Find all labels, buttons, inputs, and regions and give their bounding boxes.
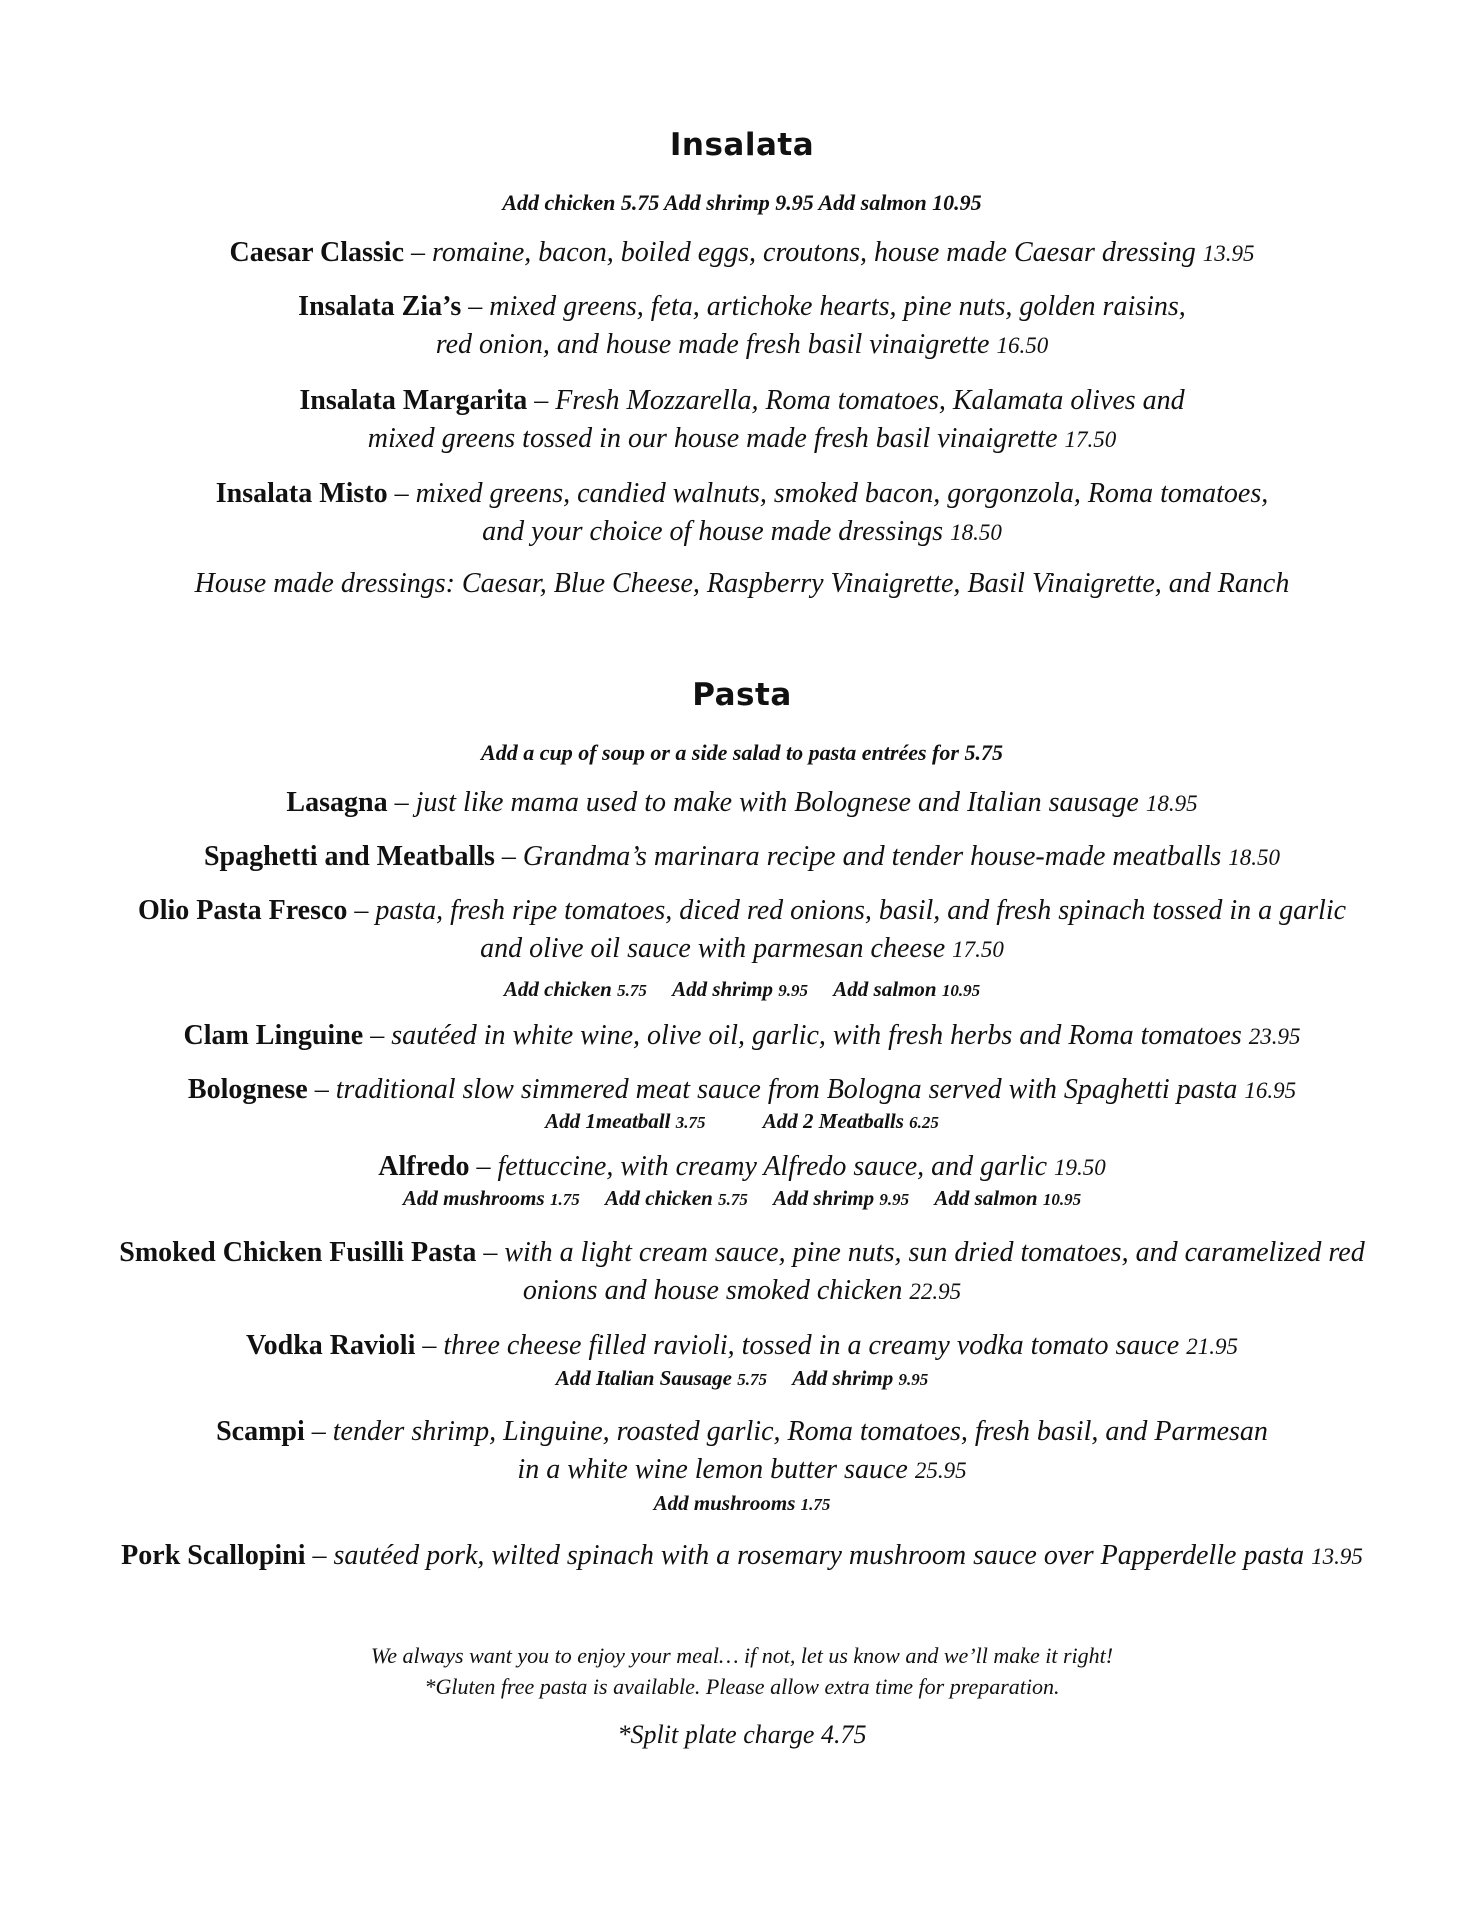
- item-description-cont: and your choice of house made dressings: [482, 516, 944, 547]
- menu-item: [60, 838, 1424, 877]
- item-description: sautéed pork, wilted spinach with a rosemary mushroom sauce over Papperdelle pasta: [333, 1540, 1305, 1571]
- menu-item: [60, 1537, 1424, 1576]
- menu-item: [60, 1234, 1424, 1311]
- item-separator: –: [347, 895, 376, 926]
- menu-item: [60, 475, 1424, 552]
- addon-option: [504, 977, 647, 1001]
- item-addons: [0, 1109, 1484, 1134]
- footer-gluten-free: *Gluten free pasta is available. Please allow extra time for preparation.: [424, 1674, 1060, 1699]
- item-name: Alfredo: [378, 1151, 470, 1182]
- item-name: Lasagna: [286, 787, 388, 818]
- menu-item: [60, 1413, 1424, 1490]
- item-separator: –: [461, 291, 490, 322]
- addon-option: [763, 1109, 939, 1133]
- addon-label: Add mushrooms: [653, 1491, 796, 1515]
- item-name: Spaghetti and Meatballs: [203, 841, 495, 872]
- addon-label: Add shrimp: [792, 1366, 894, 1390]
- addon-label: Add 2 Meatballs: [762, 1109, 904, 1133]
- item-price: 19.50: [1054, 1155, 1106, 1180]
- addon-option: [545, 1109, 705, 1133]
- item-description: Grandma’s marinara recipe and tender house-made meatballs: [522, 841, 1222, 872]
- addon-price: 10.95: [941, 981, 981, 1000]
- addon-label: Add chicken: [604, 1186, 713, 1210]
- item-price: 16.50: [996, 333, 1049, 358]
- footer-split-charge: *Split plate charge 4.75: [617, 1720, 867, 1749]
- item-price: 18.50: [950, 520, 1002, 545]
- item-description: three cheese filled ravioli, tossed in a creamy vodka tomato sauce: [443, 1330, 1180, 1361]
- item-separator: –: [304, 1416, 333, 1447]
- item-addons: [0, 1491, 1484, 1516]
- item-name: Insalata Misto: [215, 478, 388, 509]
- item-price: 13.95: [1311, 1544, 1363, 1569]
- item-separator: –: [387, 478, 416, 509]
- item-price: 22.95: [909, 1279, 962, 1304]
- addon-label: Add shrimp: [773, 1186, 875, 1210]
- item-separator: –: [307, 1074, 336, 1105]
- menu-item: [60, 234, 1424, 273]
- item-price: 17.50: [1064, 427, 1117, 452]
- item-name: Insalata Margarita: [299, 385, 528, 416]
- item-description: Fresh Mozzarella, Roma tomatoes, Kalamata olives and: [555, 385, 1185, 416]
- pasta-heading: Pasta: [692, 677, 792, 713]
- menu-item: [60, 892, 1424, 969]
- pasta-note: Add a cup of soup or a side salad to pasta entrées for 5.75: [481, 740, 1003, 765]
- item-separator: –: [476, 1237, 505, 1268]
- item-description: mixed greens, feta, artichoke hearts, pine nuts, golden raisins,: [489, 291, 1186, 322]
- addon-price: 6.25: [909, 1113, 939, 1132]
- addon-label: Add mushrooms: [402, 1186, 545, 1210]
- menu-item: [60, 784, 1424, 823]
- item-description-cont: onions and house smoked chicken: [522, 1275, 903, 1306]
- item-description-cont: in a white wine lemon butter sauce: [517, 1454, 908, 1485]
- addon-option: [605, 1186, 748, 1210]
- footer-notes: [0, 1640, 1484, 1702]
- item-name: Vodka Ravioli: [246, 1330, 416, 1361]
- menu-item: [60, 1327, 1424, 1366]
- item-name: Caesar Classic: [229, 237, 404, 268]
- item-name: Smoked Chicken Fusilli Pasta: [119, 1237, 477, 1268]
- item-addons: [0, 1366, 1484, 1391]
- item-separator: –: [469, 1151, 498, 1182]
- menu-item: [60, 1017, 1424, 1056]
- addon-option: [654, 1491, 831, 1515]
- item-description: tender shrimp, Linguine, roasted garlic, Roma tomatoes, fresh basil, and Parmesan: [332, 1416, 1268, 1447]
- item-price: 18.50: [1228, 845, 1281, 870]
- item-description-cont: mixed greens tossed in our house made fresh basil vinaigrette: [367, 423, 1058, 454]
- addon-option: [773, 1186, 909, 1210]
- item-description: romaine, bacon, boiled eggs, croutons, house made Caesar dressing: [432, 237, 1196, 268]
- addon-label: Add Italian Sausage: [555, 1366, 732, 1390]
- addon-option: [833, 977, 980, 1001]
- addon-label: Add salmon: [833, 977, 937, 1001]
- item-separator: –: [494, 841, 523, 872]
- addon-option: [672, 977, 808, 1001]
- item-separator: –: [527, 385, 556, 416]
- item-price: 17.50: [952, 937, 1004, 962]
- addon-price: 3.75: [675, 1113, 706, 1132]
- item-name: Bolognese: [187, 1074, 308, 1105]
- addon-price: 9.95: [778, 981, 809, 1000]
- item-name: Clam Linguine: [183, 1020, 364, 1051]
- menu-item: [60, 382, 1424, 459]
- item-name: Insalata Zia’s: [298, 291, 462, 322]
- item-description-cont: red onion, and house made fresh basil vinaigrette: [435, 329, 990, 360]
- item-price: 25.95: [914, 1458, 967, 1483]
- item-description-cont: and olive oil sauce with parmesan cheese: [480, 933, 946, 964]
- insalata-heading: Insalata: [669, 127, 815, 163]
- item-separator: –: [404, 237, 432, 268]
- item-separator: –: [387, 787, 416, 818]
- addon-price: 5.75: [718, 1190, 748, 1209]
- addon-label: Add shrimp: [672, 977, 774, 1001]
- insalata-addons-note: Add chicken 5.75 Add shrimp 9.95 Add salmon 10.95: [502, 190, 982, 215]
- item-price: 13.95: [1202, 241, 1255, 266]
- item-price: 16.95: [1244, 1078, 1297, 1103]
- item-description: mixed greens, candied walnuts, smoked bacon, gorgonzola, Roma tomatoes,: [415, 478, 1269, 509]
- addon-price: 10.95: [1042, 1190, 1082, 1209]
- addon-option: [934, 1186, 1081, 1210]
- item-description: just like mama used to make with Bolognese and Italian sausage: [415, 787, 1139, 818]
- item-price: 18.95: [1145, 791, 1198, 816]
- item-name: Olio Pasta Fresco: [137, 895, 348, 926]
- item-description: fettuccine, with creamy Alfredo sauce, and garlic: [497, 1151, 1047, 1182]
- item-name: Scampi: [216, 1416, 305, 1447]
- item-addons: [0, 977, 1484, 1002]
- addon-price: 1.75: [549, 1190, 580, 1209]
- item-separator: –: [415, 1330, 444, 1361]
- addon-price: 1.75: [800, 1495, 831, 1514]
- item-price: 21.95: [1186, 1334, 1238, 1359]
- addon-option: [403, 1186, 580, 1210]
- item-description: with a light cream sauce, pine nuts, sun dried tomatoes, and caramelized red: [504, 1237, 1365, 1268]
- addon-label: Add chicken: [503, 977, 612, 1001]
- item-price: 23.95: [1248, 1024, 1301, 1049]
- addon-price: 9.95: [879, 1190, 910, 1209]
- item-description: pasta, fresh ripe tomatoes, diced red onions, basil, and fresh spinach tossed in a garlic: [375, 895, 1347, 926]
- item-addons: [0, 1186, 1484, 1211]
- item-separator: –: [363, 1020, 392, 1051]
- addon-option: [792, 1366, 928, 1390]
- item-name: Pork Scallopini: [121, 1540, 306, 1571]
- menu-item: [60, 1148, 1424, 1187]
- item-description: traditional slow simmered meat sauce from Bologna served with Spaghetti pasta: [335, 1074, 1238, 1105]
- footer-satisfaction: We always want you to enjoy your meal… if not, let us know and we’ll make it right!: [370, 1643, 1114, 1668]
- addon-label: Add salmon: [934, 1186, 1038, 1210]
- addon-label: Add 1meatball: [545, 1109, 671, 1133]
- menu-item: [60, 1071, 1424, 1110]
- dressings-list: House made dressings: Caesar, Blue Cheese, Raspberry Vinaigrette, Basil Vinaigrette, and Ranch: [194, 568, 1290, 599]
- addon-price: 5.75: [617, 981, 647, 1000]
- item-description: sautéed in white wine, olive oil, garlic, with fresh herbs and Roma tomatoes: [391, 1020, 1242, 1051]
- addon-price: 9.95: [898, 1370, 929, 1389]
- item-separator: –: [305, 1540, 334, 1571]
- addon-option: [556, 1366, 767, 1390]
- menu-item: [60, 288, 1424, 365]
- addon-price: 5.75: [737, 1370, 767, 1389]
